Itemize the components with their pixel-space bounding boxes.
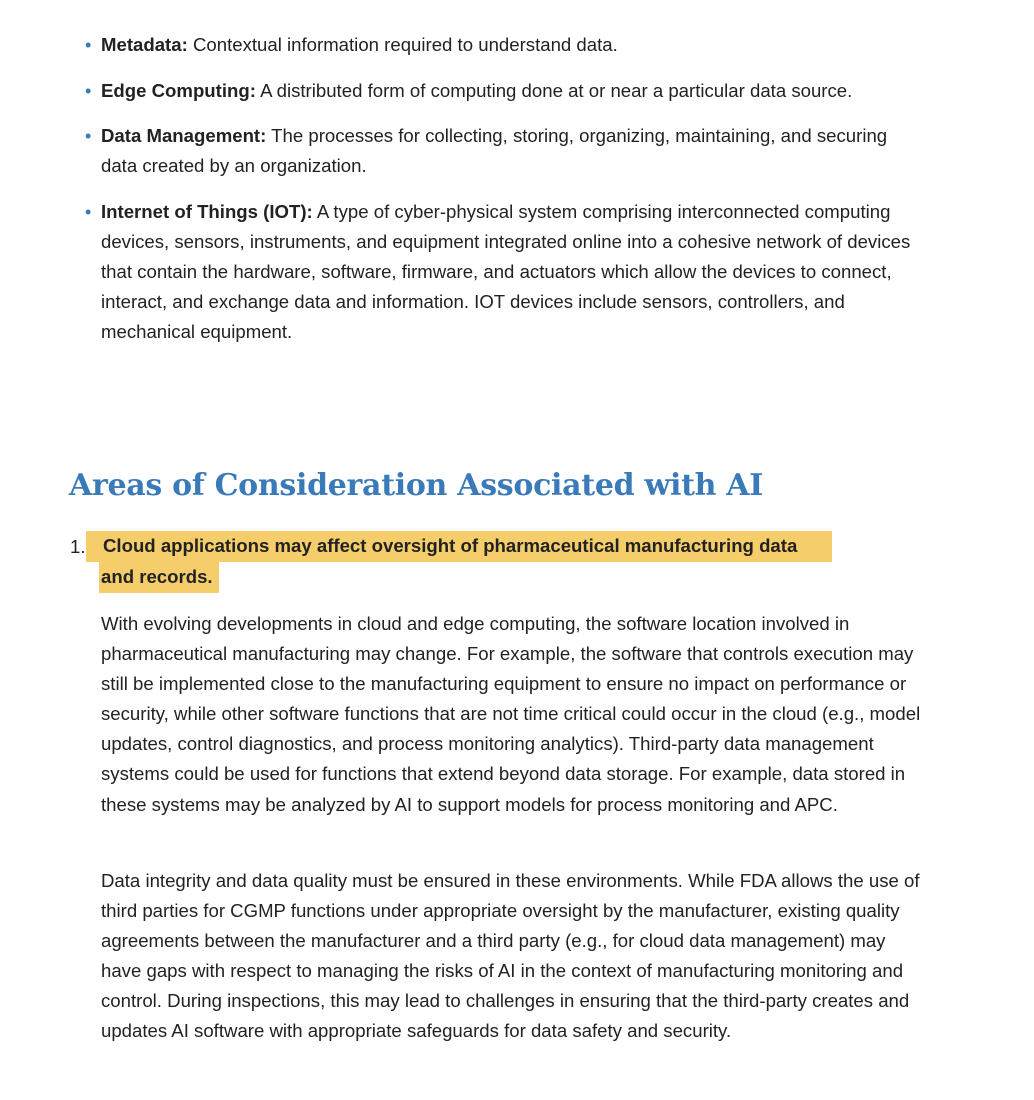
glossary-item-data-management <box>85 121 921 181</box>
glossary-definition: The processes for collecting, storing, organizing, maintaining, and securing data created by an organization. <box>101 125 888 176</box>
glossary-item-iot <box>85 197 921 347</box>
body-paragraph: Data integrity and data quality must be ensured in these environments. While FDA allows the use of third parties for CGMP functions under appropriate oversight by the manufacturer, existing quality agreements between the manufacturer and a third party (e.g., for cloud data management) may have gaps with respect to managing the risks of AI in the context of manufacturing monitoring and control. During inspections, this may lead to challenges in ensuring that the third-party creates and updates AI software with appropriate safeguards for data safety and security. <box>101 870 920 1042</box>
glossary-definition: A distributed form of computing done at or near a particular data source. <box>255 79 853 101</box>
glossary-term: Data Management: <box>101 125 267 146</box>
glossary-term: Edge Computing: <box>101 79 256 101</box>
glossary-term: Internet of Things (IOT): <box>101 200 313 222</box>
body-paragraph: With evolving developments in cloud and edge computing, the software location involved in pharmaceutical manufacturing may change. For example, the software that controls execution may still be implemented close to the manufacturing equipment to ensure no impact on performance or security, while other software functions that are not time critical could occur in the cloud (e.g., model updates, control diagnostics, and process monitoring analytics). Third-party data management systems could be used for functions that extend beyond data storage. For example, data stored in these systems may be analyzed by AI to support models for process monitoring and APC. <box>101 613 921 815</box>
highlighted-item-title-continued: and records. <box>99 562 219 593</box>
bullet-icon: • <box>85 35 92 55</box>
glossary-definition: A type of cyber-physical system comprising interconnected computing devices, sensors, instruments, and equipment integrated online into a cohesive network of devices that contain the hardware, software, firmware, and actuators which allow the devices to connect, interact, and exchange data and information. IOT devices include sensors, controllers, and mechanical equipment. <box>101 200 911 342</box>
glossary-list <box>85 30 921 362</box>
highlighted-item-title: Cloud applications may affect oversight of pharmaceutical manufacturing data <box>86 531 832 562</box>
glossary-item-edge-computing <box>85 76 921 106</box>
section-heading: Areas of Consideration Associated with AI <box>69 468 763 503</box>
bullet-icon: • <box>85 80 92 101</box>
bullet-icon: • <box>85 126 92 146</box>
glossary-item-metadata <box>85 30 921 60</box>
list-item-number: 1. <box>70 536 86 557</box>
bullet-icon: • <box>85 201 92 222</box>
glossary-term: Metadata: <box>101 34 188 55</box>
glossary-definition: Contextual information required to understand data. <box>187 34 618 55</box>
